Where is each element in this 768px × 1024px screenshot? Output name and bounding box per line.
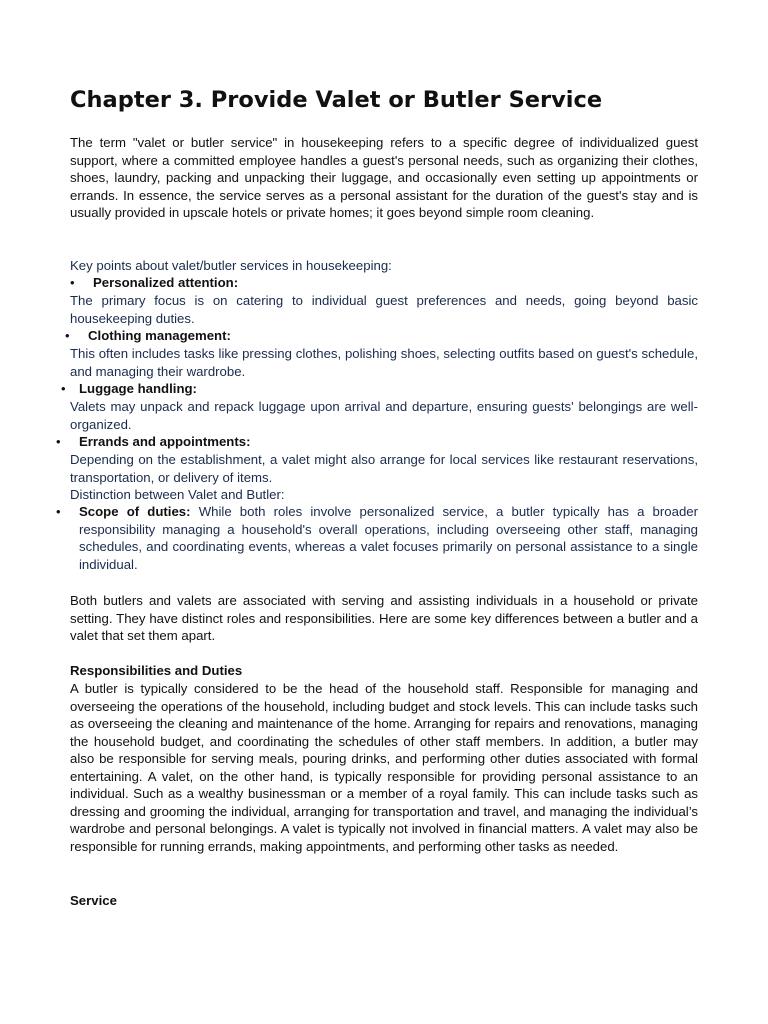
key-point-1-text: The primary focus is on catering to individual guest preferences and needs, going beyond basic housekeeping duties. <box>70 293 698 326</box>
bullet-icon: • <box>65 328 70 343</box>
key-point-2-label: Clothing management: <box>88 328 231 343</box>
key-point-3-label: Luggage handling: <box>79 381 197 396</box>
scope-label: Scope of duties: <box>79 504 191 519</box>
bullet-icon: • <box>56 434 61 449</box>
responsibilities-heading: Responsibilities and Duties <box>70 663 243 678</box>
bullet-icon: • <box>56 504 61 519</box>
key-point-1-label: Personalized attention: <box>93 275 239 290</box>
key-point-4-text: Depending on the establishment, a valet might also arrange for local services like restaurant reservations, transportation, or delivery of items. <box>70 452 698 485</box>
key-points-heading: Key points about valet/butler services in housekeeping: <box>70 258 392 273</box>
key-point-4-label: Errands and appointments: <box>79 434 251 449</box>
key-point-2-text: This often includes tasks like pressing clothes, polishing shoes, selecting outfits based on guest's schedule, and managing their wardrobe. <box>70 346 698 379</box>
responsibilities-paragraph: A butler is typically considered to be the head of the household staff. Responsible for managing and overseeing the operations of the household, including budget and stock levels. This can include tasks such as overseeing the cleaning and maintenance of the home. Arranging for repairs and renovations, managing the household budget, and coordinating the schedules of other staff members. In addition, a butler may also be responsible for serving meals, pouring drinks, and performing other duties associated with formal entertaining. A valet, on the other hand, is typically responsible for providing personal assistance to an individual. Such as a wealthy businessman or a member of a royal family. This can include tasks such as dressing and grooming the individual, arranging for transportation and travel, and managing the individual’s wardrobe and personal belongings. A valet is typically not involved in financial matters. A valet may also be responsible for running errands, making appointments, and performing other tasks as needed. <box>70 681 698 854</box>
distinction-heading: Distinction between Valet and Butler: <box>70 487 285 502</box>
bullet-icon: • <box>70 275 75 290</box>
service-heading: Service <box>70 893 117 908</box>
intro-paragraph: The term "valet or butler service" in housekeeping refers to a specific degree of individualized guest support, where a committed employee handles a guest's personal needs, such as organizing their clothes, shoes, laundry, packing and unpacking their luggage, and occasionally even setting up appointments or errands. In essence, the service serves as a personal assistant for the duration of the guest's stay and is usually provided in upscale hotels or private homes; it goes beyond simple room cleaning. <box>70 135 698 221</box>
bullet-icon: • <box>61 381 66 396</box>
chapter-title: Chapter 3. Provide Valet or Butler Service <box>70 87 603 113</box>
scope-text: While both roles involve personalized service, a butler typically has a broader responsibility managing a household's overall operations, including overseeing other staff, managing schedules, and coordinating events, whereas a valet focuses primarily on personal assistance to a single individual. <box>79 504 699 572</box>
scope-item <box>79 503 698 573</box>
both-paragraph: Both butlers and valets are associated with serving and assisting individuals in a household or private setting. They have distinct roles and responsibilities. Here are some key differences between a butler and a valet that set them apart. <box>70 593 698 644</box>
key-point-3-text: Valets may unpack and repack luggage upon arrival and departure, ensuring guests' belongings are well-organized. <box>70 399 698 432</box>
